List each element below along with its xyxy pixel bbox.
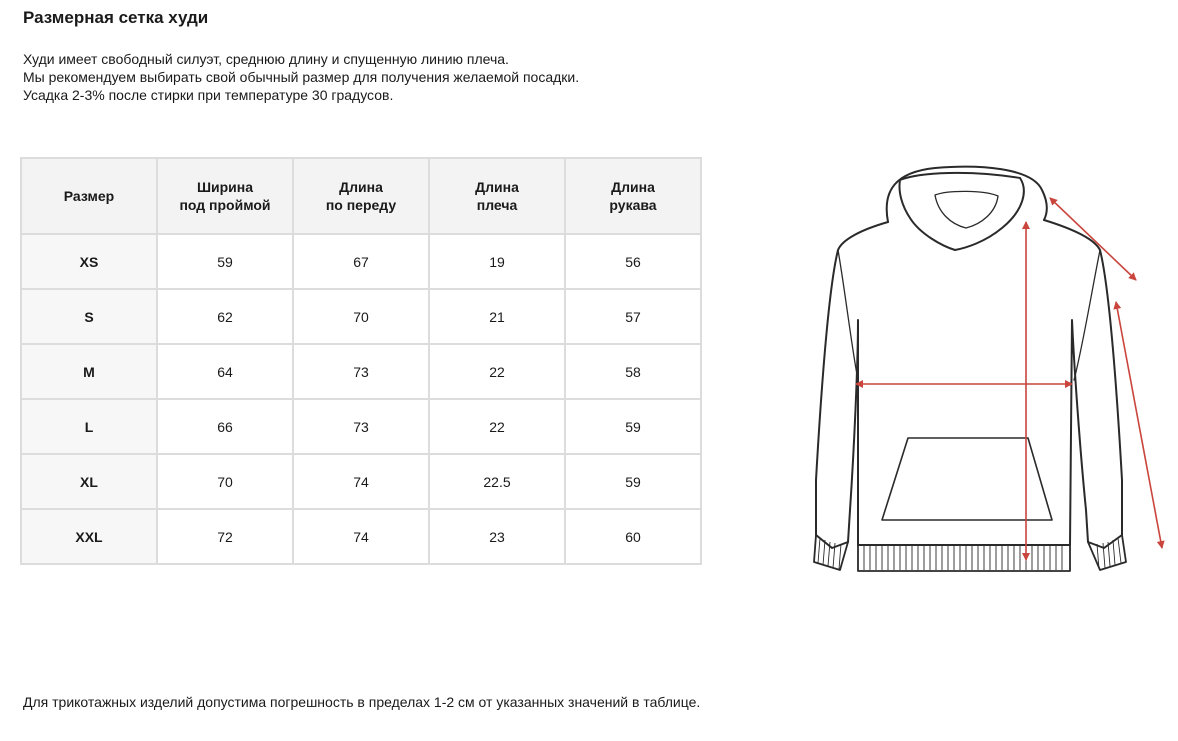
sleeve-length-cell: 57 [565, 289, 701, 344]
size-cell: M [21, 344, 157, 399]
front-length-cell: 70 [293, 289, 429, 344]
intro-text [23, 50, 579, 104]
size-cell: S [21, 289, 157, 344]
intro-line: Худи имеет свободный силуэт, среднюю длину и спущенную линию плеча. [23, 51, 509, 67]
shoulder-seam [1074, 250, 1100, 380]
table-row [21, 289, 701, 344]
shoulder-length-arrow [1050, 198, 1136, 280]
table-row [21, 509, 701, 564]
shoulder-seam [838, 250, 858, 380]
shoulder-length-cell: 22 [429, 399, 565, 454]
chest-width-cell: 72 [157, 509, 293, 564]
sleeve-length-cell: 56 [565, 234, 701, 289]
shoulder-length-cell: 21 [429, 289, 565, 344]
front-length-cell: 73 [293, 399, 429, 454]
front-length-cell: 67 [293, 234, 429, 289]
footnote: Для трикотажных изделий допустима погрешность в пределах 1-2 см от указанных значений в таблице. [23, 694, 701, 710]
intro-line: Мы рекомендуем выбирать свой обычный размер для получения желаемой посадки. [23, 69, 580, 85]
shoulder-length-cell: 22.5 [429, 454, 565, 509]
size-cell: XXL [21, 509, 157, 564]
chest-width-cell: 59 [157, 234, 293, 289]
chest-width-cell: 66 [157, 399, 293, 454]
cuff-right [1088, 535, 1126, 570]
size-cell: L [21, 399, 157, 454]
hoodie-diagram-icon [770, 150, 1170, 590]
front-length-cell: 74 [293, 509, 429, 564]
hood-inner [899, 173, 1023, 250]
sleeve-length-cell: 59 [565, 454, 701, 509]
sleeve-length-cell: 59 [565, 399, 701, 454]
front-length-cell: 73 [293, 344, 429, 399]
sleeve-length-cell: 60 [565, 509, 701, 564]
header-shoulder-length: Длина плеча [429, 158, 565, 234]
chest-width-cell: 64 [157, 344, 293, 399]
size-cell: XS [21, 234, 157, 289]
chest-width-cell: 62 [157, 289, 293, 344]
header-chest-width: Ширина под проймой [157, 158, 293, 234]
intro-line: Усадка 2-3% после стирки при температуре 30 градусов. [23, 87, 394, 103]
table-row [21, 399, 701, 454]
header-front-length: Длина по переду [293, 158, 429, 234]
sleeve-length-cell: 58 [565, 344, 701, 399]
page-title: Размерная сетка худи [23, 8, 209, 27]
shoulder-length-cell: 22 [429, 344, 565, 399]
shoulder-length-cell: 19 [429, 234, 565, 289]
shoulder-length-cell: 23 [429, 509, 565, 564]
size-cell: XL [21, 454, 157, 509]
neck-opening [935, 191, 998, 228]
size-table [20, 157, 702, 565]
table-header-row [21, 158, 701, 234]
table-row [21, 454, 701, 509]
header-size: Размер [21, 158, 157, 234]
table-row [21, 234, 701, 289]
hem-rib-lines [864, 546, 1062, 570]
table-row [21, 344, 701, 399]
header-sleeve-length: Длина рукава [565, 158, 701, 234]
front-length-cell: 74 [293, 454, 429, 509]
chest-width-cell: 70 [157, 454, 293, 509]
